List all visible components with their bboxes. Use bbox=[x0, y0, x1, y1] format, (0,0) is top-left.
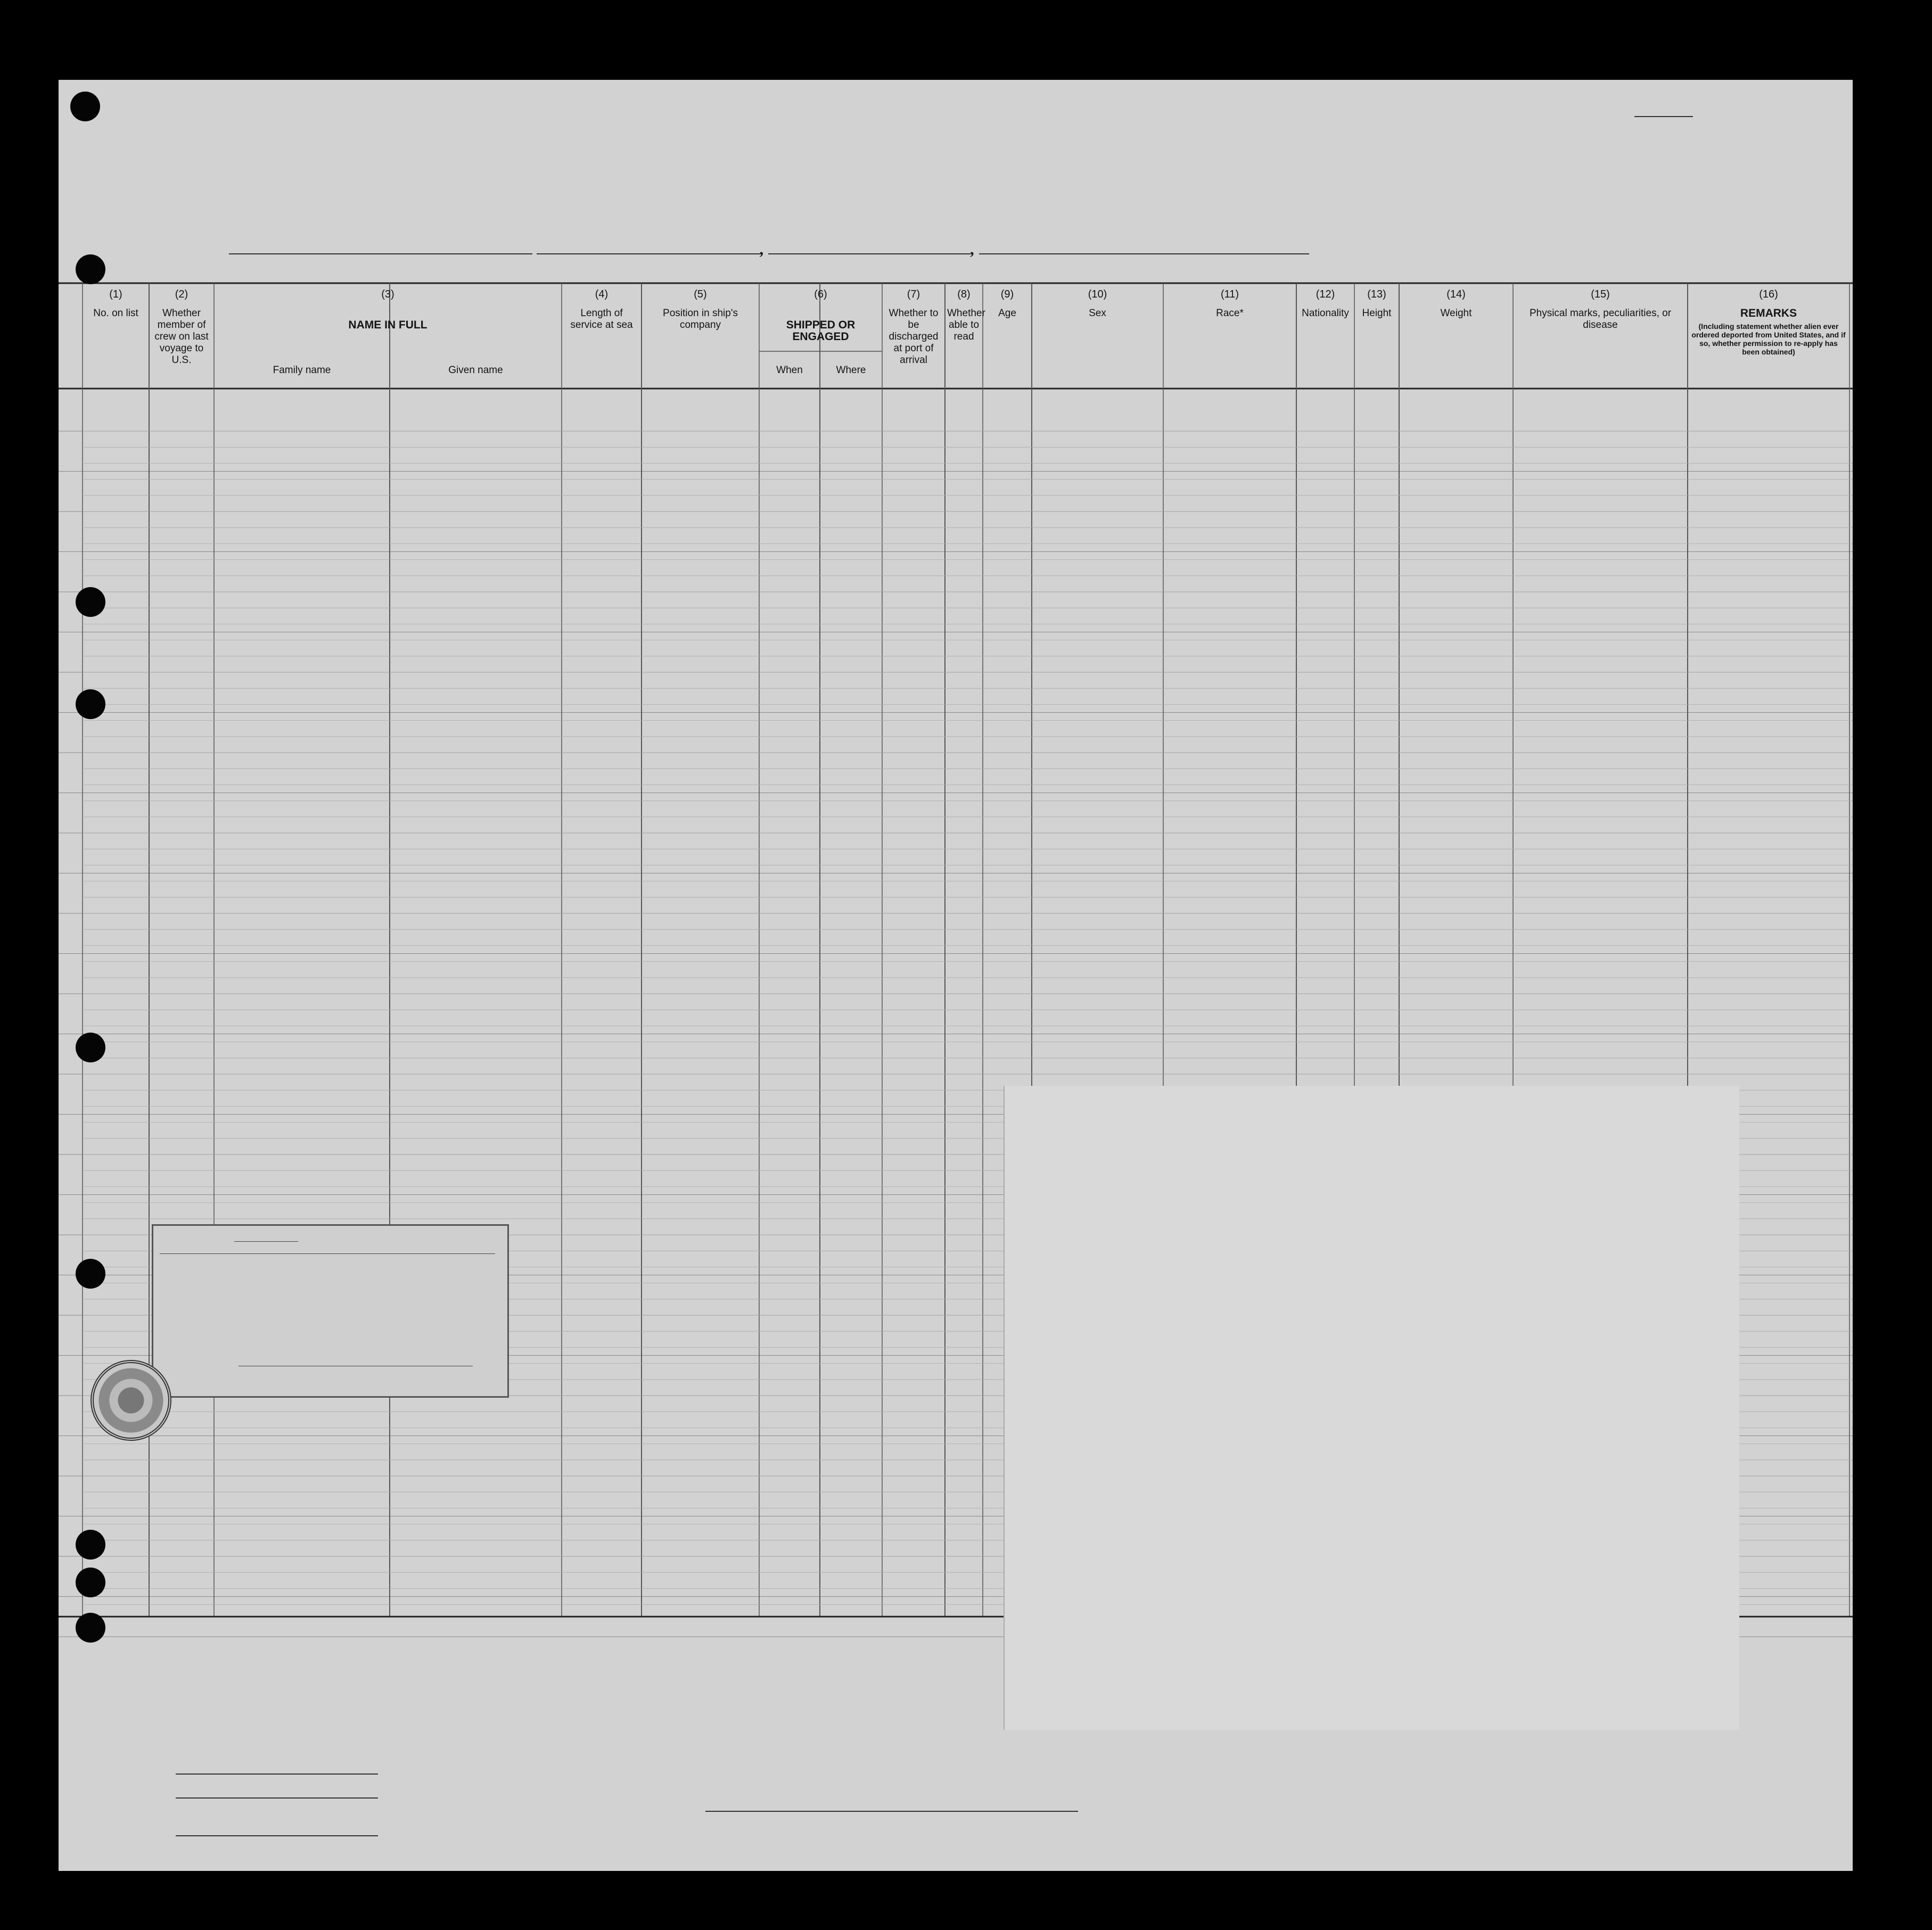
column-label: Sex bbox=[1089, 308, 1106, 319]
column-label: REMARKS bbox=[1740, 307, 1797, 319]
manifest-sheet bbox=[59, 80, 1853, 1871]
column-label: Whether to be discharged at port of arrival bbox=[889, 308, 939, 366]
binder-hole bbox=[76, 1259, 105, 1289]
consular-seal bbox=[91, 1360, 171, 1441]
column-number: (8) bbox=[957, 288, 971, 300]
consulate-stamp bbox=[152, 1224, 509, 1398]
column-label: Race* bbox=[1216, 308, 1244, 319]
column-number: (11) bbox=[1220, 288, 1239, 300]
column-number: (6) bbox=[814, 288, 827, 300]
binder-hole bbox=[76, 1568, 105, 1597]
column-number: (2) bbox=[175, 288, 188, 300]
column-label: NAME IN FULL bbox=[348, 319, 427, 331]
binder-hole bbox=[76, 1530, 105, 1560]
column-label: Position in ship's company bbox=[663, 308, 738, 331]
column-number: (5) bbox=[694, 288, 707, 300]
binder-hole bbox=[76, 1033, 105, 1062]
column-number: (14) bbox=[1446, 288, 1466, 300]
column-number: (9) bbox=[1000, 288, 1014, 300]
binder-hole bbox=[76, 689, 105, 719]
column-number: (12) bbox=[1316, 288, 1335, 300]
agents-blank bbox=[176, 1835, 378, 1836]
column-number: (15) bbox=[1591, 288, 1610, 300]
column-sublabel: Given name bbox=[448, 365, 503, 376]
column-label: Whether able to read bbox=[947, 308, 985, 342]
column-label: Weight bbox=[1440, 308, 1472, 319]
gunners-sheet bbox=[1004, 1086, 1739, 1730]
binder-hole bbox=[76, 254, 105, 284]
column-number: (13) bbox=[1367, 288, 1386, 300]
column-number: (10) bbox=[1088, 288, 1107, 300]
binder-hole bbox=[70, 92, 100, 121]
column-number: (3) bbox=[381, 288, 394, 300]
column-sublabel: When bbox=[776, 365, 803, 376]
vessel-line: , , bbox=[229, 240, 1773, 259]
column-label: Physical marks, peculiarities, or disease bbox=[1529, 308, 1672, 331]
column-sublabel: Family name bbox=[273, 365, 331, 376]
stamp-no-blank bbox=[234, 1241, 298, 1242]
column-label: No. on list bbox=[93, 308, 138, 319]
column-sublabel: Where bbox=[836, 365, 866, 376]
column-number: (4) bbox=[595, 288, 609, 300]
column-label: Whether member of crew on last voyage to U.S. bbox=[154, 308, 209, 366]
stamp-city-line bbox=[160, 1253, 495, 1254]
column-label: Age bbox=[998, 308, 1016, 319]
stamp-line bbox=[160, 1231, 298, 1245]
column-label: Length of service at sea bbox=[570, 308, 633, 331]
column-label: SHIPPED OR ENGAGED bbox=[786, 319, 856, 343]
column-sublabel: (Including statement whether alien ever ordered deported from United States, and if so, whether permission to re-apply has been obtained) bbox=[1691, 322, 1846, 356]
binder-hole bbox=[76, 1613, 105, 1643]
owners-value bbox=[176, 1797, 378, 1799]
column-number: (7) bbox=[907, 288, 920, 300]
column-label: Nationality bbox=[1302, 308, 1349, 319]
column-number: (16) bbox=[1759, 288, 1778, 300]
column-label: Height bbox=[1362, 308, 1392, 319]
column-number: (1) bbox=[109, 288, 122, 300]
consul-signature bbox=[239, 1348, 473, 1366]
line-value bbox=[176, 1774, 378, 1775]
signature-line bbox=[705, 1811, 1078, 1812]
binder-hole bbox=[76, 587, 105, 617]
